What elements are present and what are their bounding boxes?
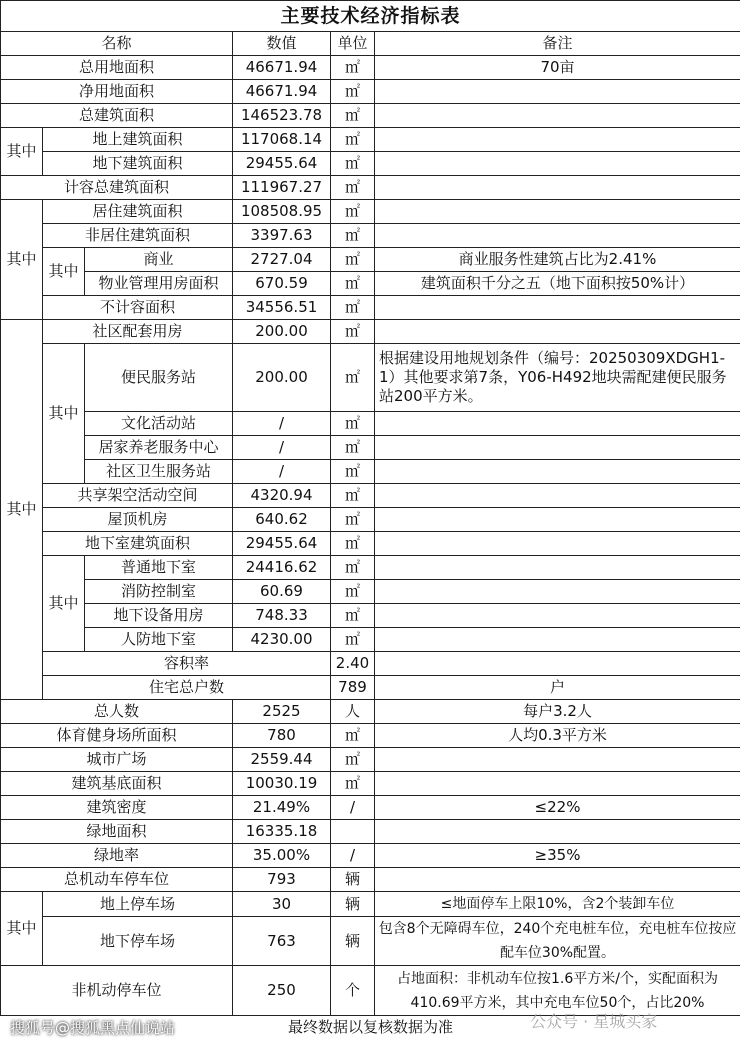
header-unit: 单位 <box>331 32 375 56</box>
row-value: 117068.14 <box>233 128 331 152</box>
row-value: 4230.00 <box>233 628 331 652</box>
row-value: / <box>233 460 331 484</box>
row-note <box>375 604 740 628</box>
table-row <box>1 436 740 460</box>
row-name: 地下室建筑面积 <box>43 532 233 556</box>
row-value: / <box>233 436 331 460</box>
row-name: 物业管理用房面积 <box>85 272 233 296</box>
row-value: 2559.44 <box>233 748 331 772</box>
row-name: 容积率 <box>43 652 331 676</box>
row-unit: ㎡ <box>331 80 375 104</box>
row-name: 绿地率 <box>1 844 233 868</box>
row-value: 670.59 <box>233 272 331 296</box>
row-note <box>375 772 740 796</box>
table-row <box>1 676 740 700</box>
row-unit: ㎡ <box>331 532 375 556</box>
row-unit: ㎡ <box>331 580 375 604</box>
row-name: 总建筑面积 <box>1 104 233 128</box>
row-name: 城市广场 <box>1 748 233 772</box>
row-note <box>375 128 740 152</box>
table-title: 主要技术经济指标表 <box>1 1 740 32</box>
row-value: 10030.19 <box>233 772 331 796</box>
table-row <box>1 604 740 628</box>
row-value: 60.69 <box>233 580 331 604</box>
table-row <box>1 296 740 320</box>
row-value: 2727.04 <box>233 248 331 272</box>
row-unit: 辆 <box>331 892 375 917</box>
row-name: 绿地面积 <box>1 820 233 844</box>
row-note <box>375 868 740 892</box>
table-row <box>1 966 740 1016</box>
row-value: 29455.64 <box>233 152 331 176</box>
row-unit: ㎡ <box>331 412 375 436</box>
row-name: 地下停车场 <box>43 917 233 966</box>
row-name: 总机动车停车位 <box>1 868 233 892</box>
row-name: 社区卫生服务站 <box>85 460 233 484</box>
row-name: 居住建筑面积 <box>43 200 233 224</box>
row-unit: 人 <box>331 700 375 724</box>
row-unit: ㎡ <box>331 224 375 248</box>
row-value: 30 <box>233 892 331 917</box>
row-unit: ㎡ <box>331 128 375 152</box>
table-row <box>1 272 740 296</box>
row-note <box>375 580 740 604</box>
row-value: 200.00 <box>233 344 331 412</box>
row-note: 70亩 <box>375 56 740 80</box>
row-note <box>375 320 740 344</box>
row-value: 789 <box>331 676 375 700</box>
row-unit: ㎡ <box>331 56 375 80</box>
row-value: 16335.18 <box>233 820 331 844</box>
table-row <box>1 652 740 676</box>
row-name: 总人数 <box>1 700 233 724</box>
row-note <box>375 556 740 580</box>
row-note <box>375 296 740 320</box>
row-name: 商业 <box>85 248 233 272</box>
row-note <box>375 200 740 224</box>
row-value: / <box>233 412 331 436</box>
row-note <box>375 436 740 460</box>
row-unit: 辆 <box>331 868 375 892</box>
row-value: 2.40 <box>331 652 375 676</box>
table-row <box>1 580 740 604</box>
footer-note: 最终数据以复核数据为准 <box>1 1016 740 1039</box>
row-note <box>375 152 740 176</box>
row-name: 体育健身场所面积 <box>1 724 233 748</box>
row-note <box>375 748 740 772</box>
row-value: 748.33 <box>233 604 331 628</box>
row-note: ≤22% <box>375 796 740 820</box>
table-row <box>1 772 740 796</box>
row-unit: 辆 <box>331 917 375 966</box>
row-unit: ㎡ <box>331 460 375 484</box>
row-value: 3397.63 <box>233 224 331 248</box>
row-value: 793 <box>233 868 331 892</box>
row-note: 每户3.2人 <box>375 700 740 724</box>
row-unit: ㎡ <box>331 344 375 412</box>
table-row <box>1 152 740 176</box>
group-label: 其中 <box>1 200 43 320</box>
table-row <box>1 320 740 344</box>
row-name: 净用地面积 <box>1 80 233 104</box>
table-row <box>1 104 740 128</box>
row-name: 住宅总户数 <box>43 676 331 700</box>
table-row <box>1 412 740 436</box>
row-name: 地上停车场 <box>43 892 233 917</box>
row-value: 34556.51 <box>233 296 331 320</box>
header-name: 名称 <box>1 32 233 56</box>
table-row <box>1 460 740 484</box>
row-note: ≥35% <box>375 844 740 868</box>
row-unit: ㎡ <box>331 556 375 580</box>
table-row <box>1 508 740 532</box>
row-note <box>375 460 740 484</box>
row-value: 146523.78 <box>233 104 331 128</box>
row-value: 46671.94 <box>233 56 331 80</box>
row-note <box>375 508 740 532</box>
table-row <box>1 556 740 580</box>
row-name: 总用地面积 <box>1 56 233 80</box>
row-note: 建筑面积千分之五（地下面积按50%计） <box>375 272 740 296</box>
row-value: 780 <box>233 724 331 748</box>
table-row <box>1 628 740 652</box>
row-unit: ㎡ <box>331 248 375 272</box>
row-value: 640.62 <box>233 508 331 532</box>
row-unit: ㎡ <box>331 604 375 628</box>
table-row <box>1 724 740 748</box>
row-name: 非机动停车位 <box>1 966 233 1016</box>
table-row <box>1 128 740 152</box>
row-name: 地下设备用房 <box>85 604 233 628</box>
row-unit: ㎡ <box>331 320 375 344</box>
watermark-right: 公众号 · 星城买家 <box>530 1012 658 1031</box>
row-unit: ㎡ <box>331 772 375 796</box>
table-row <box>1 176 740 200</box>
row-name: 地上建筑面积 <box>43 128 233 152</box>
row-value: 763 <box>233 917 331 966</box>
row-note: 包含8个无障碍车位，240个充电桩车位，充电桩车位按应配车位30%配置。 <box>375 917 740 966</box>
row-note <box>375 484 740 508</box>
row-name: 文化活动站 <box>85 412 233 436</box>
row-unit: ㎡ <box>331 200 375 224</box>
row-name: 建筑基底面积 <box>1 772 233 796</box>
table-row <box>1 844 740 868</box>
row-value: 111967.27 <box>233 176 331 200</box>
row-name: 计容总建筑面积 <box>1 176 233 200</box>
row-name: 人防地下室 <box>85 628 233 652</box>
row-name: 建筑密度 <box>1 796 233 820</box>
row-name: 共享架空活动空间 <box>43 484 233 508</box>
row-name: 消防控制室 <box>85 580 233 604</box>
table-row <box>1 248 740 272</box>
row-unit: ㎡ <box>331 628 375 652</box>
row-name: 社区配套用房 <box>43 320 233 344</box>
row-value: 24416.62 <box>233 556 331 580</box>
header-value: 数值 <box>233 32 331 56</box>
table-row <box>1 748 740 772</box>
row-value: 29455.64 <box>233 532 331 556</box>
row-value: 4320.94 <box>233 484 331 508</box>
row-unit: / <box>331 844 375 868</box>
row-value: 250 <box>233 966 331 1016</box>
table-row <box>1 796 740 820</box>
row-note <box>375 628 740 652</box>
table-row <box>1 700 740 724</box>
row-note: 人均0.3平方米 <box>375 724 740 748</box>
table-row <box>1 532 740 556</box>
row-note <box>375 532 740 556</box>
row-value: 35.00% <box>233 844 331 868</box>
row-note: ≤地面停车上限10%，含2个装卸车位 <box>375 892 740 917</box>
row-name: 非居住建筑面积 <box>43 224 233 248</box>
row-unit: ㎡ <box>331 484 375 508</box>
subgroup-label: 其中 <box>43 344 85 484</box>
group-label: 其中 <box>1 128 43 176</box>
row-unit: ㎡ <box>331 176 375 200</box>
row-unit: ㎡ <box>331 104 375 128</box>
row-note <box>375 820 740 844</box>
row-value: 46671.94 <box>233 80 331 104</box>
row-unit: ㎡ <box>331 748 375 772</box>
table-row <box>1 868 740 892</box>
row-unit: ㎡ <box>331 436 375 460</box>
row-unit: ㎡ <box>331 272 375 296</box>
row-unit: ㎡ <box>331 296 375 320</box>
row-value: 200.00 <box>233 320 331 344</box>
row-note <box>375 104 740 128</box>
subgroup-label: 其中 <box>43 248 85 296</box>
row-note: 根据建设用地规划条件（编号：20250309XDGH1-1）其他要求第7条，Y06-H492地块需配建便民服务站200平方米。 <box>375 344 740 412</box>
table-row <box>1 917 740 966</box>
row-note <box>375 224 740 248</box>
row-note <box>375 176 740 200</box>
row-name: 普通地下室 <box>85 556 233 580</box>
row-value: 2525 <box>233 700 331 724</box>
group-label: 其中 <box>1 320 43 700</box>
watermark-left: 搜狐号@搜狐黑点仙说站 <box>10 1019 176 1037</box>
header-note: 备注 <box>375 32 740 56</box>
header-row <box>1 32 740 56</box>
row-unit: ㎡ <box>331 152 375 176</box>
row-note <box>375 412 740 436</box>
row-unit: / <box>331 796 375 820</box>
row-name: 屋顶机房 <box>43 508 233 532</box>
row-unit <box>375 652 740 676</box>
table-row <box>1 820 740 844</box>
table-row <box>1 224 740 248</box>
row-note <box>375 80 740 104</box>
row-name: 便民服务站 <box>85 344 233 412</box>
row-value: 108508.95 <box>233 200 331 224</box>
table-row <box>1 56 740 80</box>
subgroup-label: 其中 <box>43 556 85 652</box>
row-unit: 户 <box>375 676 740 700</box>
row-name: 地下建筑面积 <box>43 152 233 176</box>
table-row <box>1 892 740 917</box>
table-row <box>1 344 740 412</box>
row-value: 21.49% <box>233 796 331 820</box>
row-unit: ㎡ <box>331 724 375 748</box>
row-unit: ㎡ <box>331 508 375 532</box>
title-row <box>1 1 740 32</box>
table-row <box>1 80 740 104</box>
group-label: 其中 <box>1 892 43 966</box>
row-name: 居家养老服务中心 <box>85 436 233 460</box>
table-row <box>1 484 740 508</box>
row-note: 占地面积：非机动车位按1.6平方米/个，实配面积为410.69平方米，其中充电车位50个，占比20% <box>375 966 740 1016</box>
row-unit: 个 <box>331 966 375 1016</box>
row-name: 不计容面积 <box>43 296 233 320</box>
row-unit <box>331 820 375 844</box>
row-note: 商业服务性建筑占比为2.41% <box>375 248 740 272</box>
table-row <box>1 200 740 224</box>
